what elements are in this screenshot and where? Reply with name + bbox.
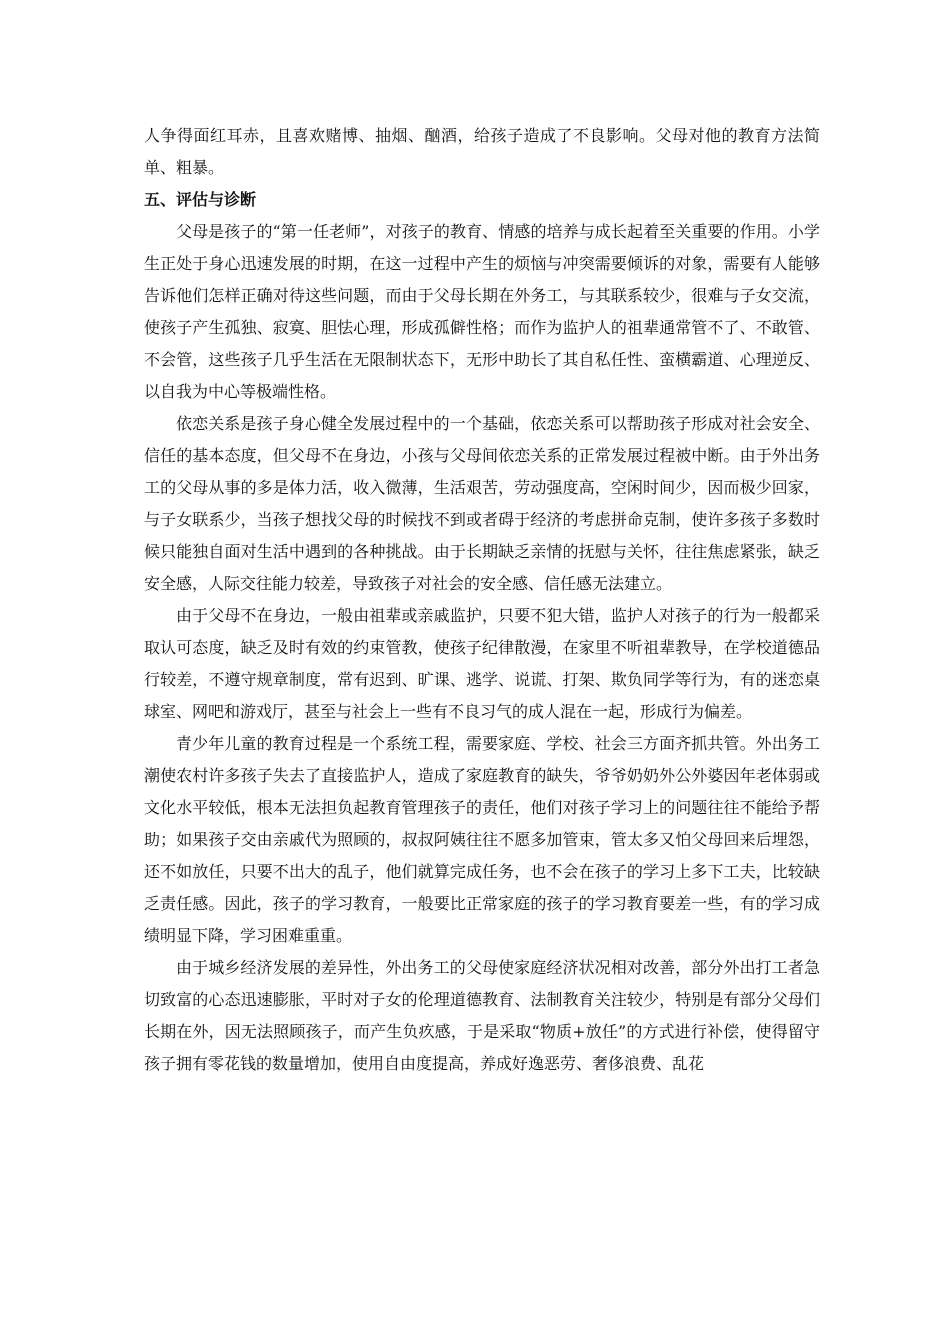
- paragraph-4: 青少年儿童的教育过程是一个系统工程，需要家庭、学校、社会三方面齐抓共管。外出务工潮使农村许多孩子失去了直接监护人，造成了家庭教育的缺失，爷爷奶奶外公外婆因年老体弱或文化水平较低，根本无法担负起教育管理孩子的责任，他们对孩子学习上的问题往往不能给予帮助；如果孩子交由亲戚代为照顾的，叔叔阿姨往往不愿多加管束，管太多又怕父母回来后埋怨，还不如放任，只要不出大的乱子，他们就算完成任务，也不会在孩子的学习上多下工夫，比较缺乏责任感。因此，孩子的学习教育，一般要比正常家庭的孩子的学习教育要差一些，有的学习成绩明显下降，学习困难重重。: [144, 734, 820, 945]
- paragraph-5: 由于城乡经济发展的差异性，外出务工的父母使家庭经济状况相对改善，部分外出打工者急切致富的心态迅速膨胀，平时对子女的伦理道德教育、法制教育关注较少，特别是有部分父母们长期在外，因无法照顾孩子，而产生负疚感，于是采取“物质+放任”的方式进行补偿，使得留守孩子拥有零花钱的数量增加，使用自由度提高，养成好逸恶劳、奢侈浪费、乱花: [144, 958, 820, 1073]
- paragraph-1: 父母是孩子的“第一任老师”，对孩子的教育、情感的培养与成长起着至关重要的作用。小学生正处于身心迅速发展的时期，在这一过程中产生的烦恼与冲突需要倾诉的对象，需要有人能够告诉他们怎样正确对待这些问题，而由于父母长期在外务工，与其联系较少，很难与子女交流，使孩子产生孤独、寂寞、胆怯心理，形成孤僻性格；而作为监护人的祖辈通常管不了、不敢管、不会管，这些孩子几乎生活在无限制状态下，无形中助长了其自私任性、蛮横霸道、心理逆反、以自我为中心等极端性格。: [144, 222, 820, 401]
- paragraph-3: 由于父母不在身边，一般由祖辈或亲戚监护，只要不犯大错，监护人对孩子的行为一般都采取认可态度，缺乏及时有效的约束管教，使孩子纪律散漫，在家里不听祖辈教导，在学校道德品行较差，不遵守规章制度，常有迟到、旷课、逃学、说谎、打架、欺负同学等行为，有的迷恋桌球室、网吧和游戏厅，甚至与社会上一些有不良习气的成人混在一起，形成行为偏差。: [144, 606, 820, 721]
- paragraph-2: 依恋关系是孩子身心健全发展过程中的一个基础，依恋关系可以帮助孩子形成对社会安全、信任的基本态度，但父母不在身边，小孩与父母间依恋关系的正常发展过程被中断。由于外出务工的父母从事的多是体力活，收入微薄，生活艰苦，劳动强度高，空闲时间少，因而极少回家，与子女联系少，当孩子想找父母的时候找不到或者碍于经济的考虑拼命克制，使许多孩子多数时候只能独自面对生活中遇到的各种挑战。由于长期缺乏亲情的抚慰与关怀，往往焦虑紧张，缺乏安全感，人际交往能力较差，导致孩子对社会的安全感、信任感无法建立。: [144, 414, 820, 593]
- paragraph-continued: 人争得面红耳赤，且喜欢赌博、抽烟、酗酒，给孩子造成了不良影响。父母对他的教育方法简单、粗暴。: [144, 126, 820, 177]
- section-heading: 五、评估与诊断: [144, 190, 257, 209]
- document-body: [144, 120, 820, 1080]
